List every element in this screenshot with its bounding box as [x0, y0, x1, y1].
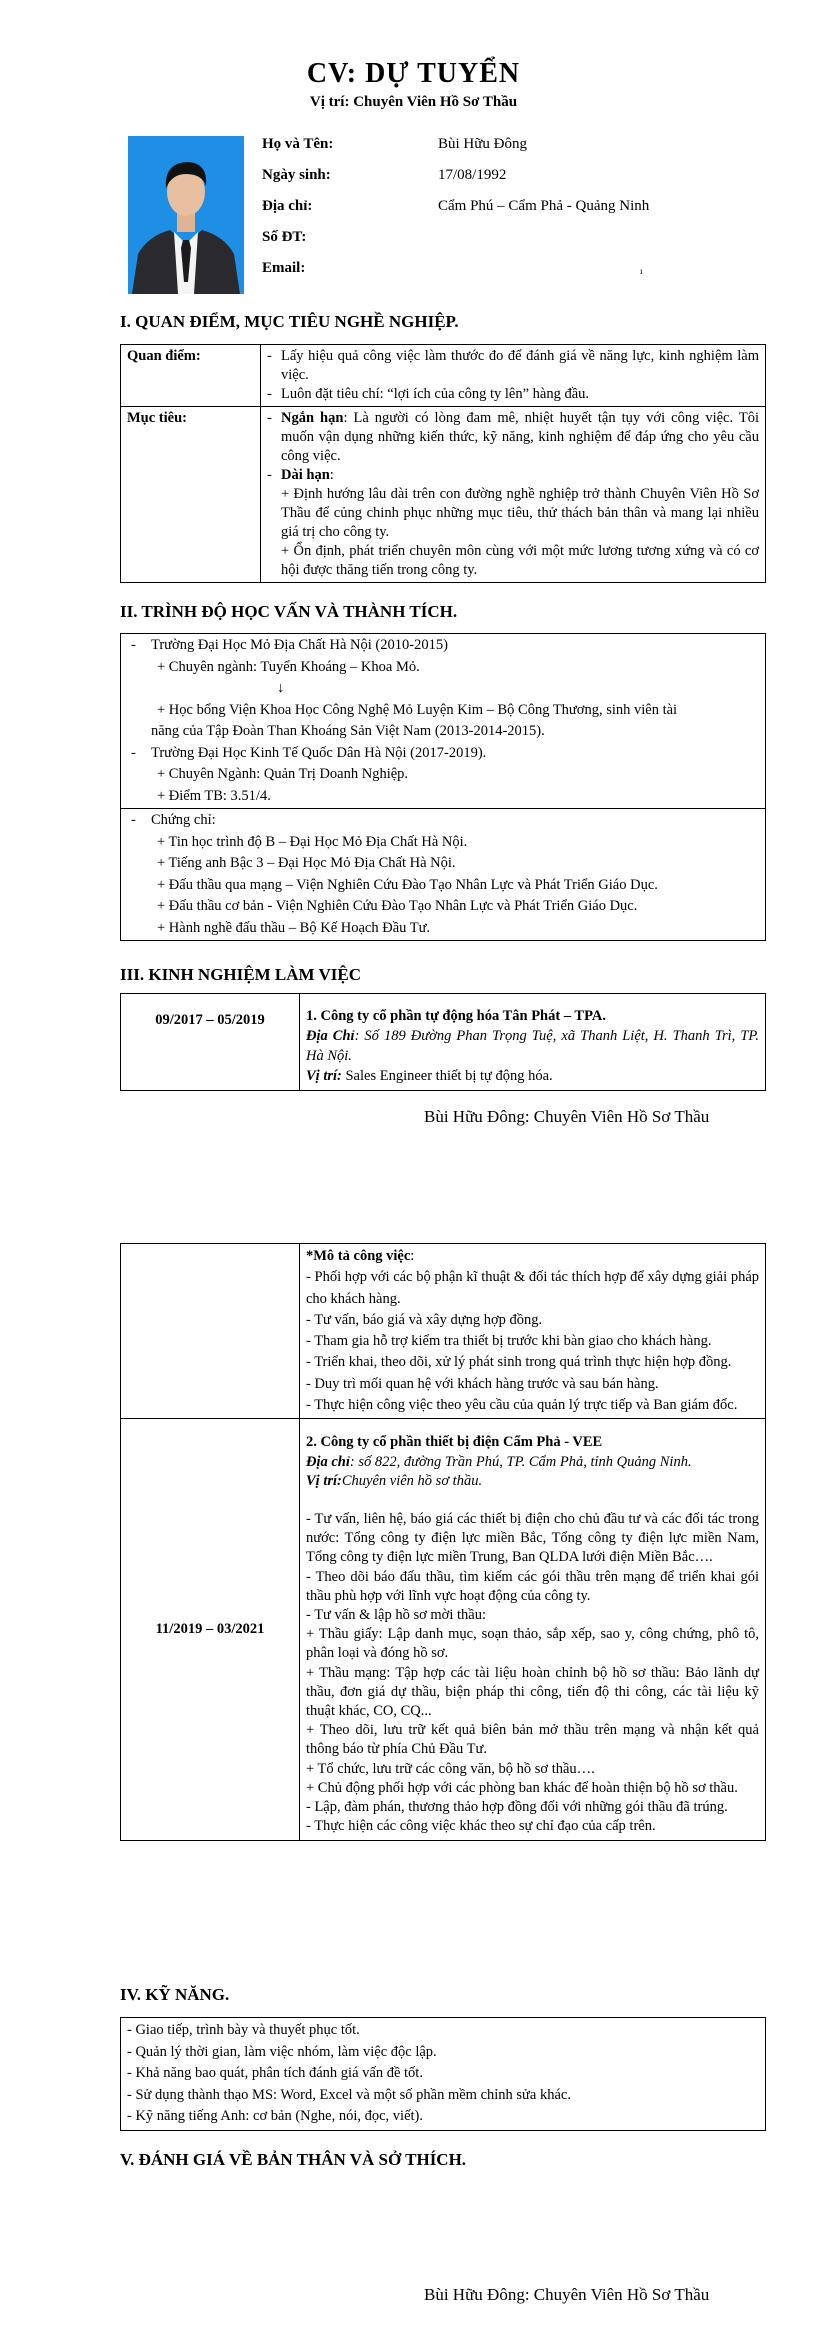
- job2-address: : số 822, đường Trần Phú, TP. Cẩm Phả, tỉnh Quảng Ninh.: [349, 1453, 692, 1470]
- list-item: - Tư vấn, báo giá và xây dựng hợp đồng.: [306, 1311, 543, 1328]
- list-item: - Triển khai, theo dõi, xử lý phát sinh trong quá trình thực hiện hợp đồng.: [306, 1354, 732, 1371]
- list-item: năng của Tập Đoàn Than Khoáng Sản Việt Nam (2013-2014-2015).: [151, 723, 545, 739]
- section-heading-self-assessment: V. ĐÁNH GIÁ VỀ BẢN THÂN VÀ SỞ THÍCH.: [120, 2150, 467, 2169]
- table-row: [121, 994, 766, 1091]
- list-item: + Tiếng anh Bậc 3 – Đại Học Mỏ Địa Chất Hà Nội.: [157, 855, 456, 871]
- view-content: - Lấy hiệu quả công việc làm thước đo để đánh giá về năng lực, kinh nghiệm làm việc. - Luôn đặt tiêu chí: “lợi ích của công ty lên” hàng đầu.: [261, 345, 766, 407]
- list-item: - Khả năng bao quát, phân tích đánh giá vấn đề tốt.: [127, 2065, 423, 2081]
- skills-table: [120, 2017, 766, 2131]
- job1-role: Sales Engineer thiết bị tự động hóa.: [341, 1068, 553, 1084]
- job2-date: 11/2019 – 03/2021: [121, 1419, 300, 1841]
- job1-date: 09/2017 – 05/2019: [121, 994, 300, 1091]
- dob-label: Ngày sinh:: [262, 167, 331, 183]
- education-cell: - Trường Đại Học Mỏ Địa Chất Hà Nội (2010-2015) + Chuyên ngành: Tuyển Khoáng – Khoa Mỏ. ↓ + Học bổng Viện Khoa Học Công Nghệ Mỏ Luyện Kim – Bộ Công Thương, sinh viên tài năng của Tập Đoàn Than Khoáng Sản Việt Nam (2013-2014-2015). - Trường Đại Học Kinh Tế Quốc Dân Hà Nội (2017-2019). + Chuyên Ngành: Quản Trị Doanh Nghiệp. + Điểm TB: 3.51/4.: [121, 634, 766, 809]
- experience-table-part2: [120, 1243, 766, 1841]
- objective-table: [120, 344, 766, 583]
- name-value: Bùi Hữu Đông: [438, 136, 527, 152]
- page-footer: Bùi Hữu Đông: Chuyên Viên Hồ Sơ Thầu: [424, 1107, 710, 1126]
- table-row: [121, 809, 766, 941]
- stray-mark: ı: [640, 266, 643, 276]
- email-label: Email:: [262, 260, 306, 276]
- table-row: [121, 345, 766, 407]
- job2-details: [300, 1419, 766, 1841]
- view-item: Luôn đặt tiêu chí: “lợi ích của công ty lên” hàng đầu.: [281, 386, 590, 402]
- list-item: - Lập, đàm phán, thương thảo hợp đồng đối với những gói thầu đã trúng.: [306, 1799, 728, 1816]
- section-heading-skills: IV. KỸ NĂNG.: [120, 1985, 230, 2004]
- job1-address-label: Địa Chỉ: [306, 1028, 355, 1044]
- long-term-label: Dài hạn: [281, 467, 330, 483]
- education-table: [120, 633, 766, 941]
- short-term-text: : Là người có lòng đam mê, nhiệt huyết tận tụy với công việc. Tôi muốn vận dụng những kiến thức, kỹ năng, kinh nghiệm để đáp ứng cho yêu cầu công việc.: [281, 410, 759, 464]
- table-row: [121, 2018, 766, 2131]
- table-row: [121, 407, 766, 583]
- dob-value: 17/08/1992: [438, 167, 507, 183]
- list-item: - Giao tiếp, trình bày và thuyết phục tốt.: [127, 2022, 360, 2038]
- job1-date-continued: [121, 1244, 300, 1419]
- list-item: - Duy trì mối quan hệ với khách hàng trước và sau bán hàng.: [306, 1375, 659, 1392]
- table-row: [121, 1244, 766, 1419]
- list-item: + Tổ chức, lưu trữ các công văn, bộ hồ sơ thầu….: [306, 1760, 595, 1777]
- goal-label: Mục tiêu:: [121, 407, 261, 583]
- list-item: - Kỹ năng tiếng Anh: cơ bản (Nghe, nói, đọc, viết).: [127, 2108, 423, 2124]
- list-item: + Theo dõi, lưu trữ kết quả biên bản mở thầu trên mạng và nhận kết quả thông báo từ phía Chủ Đầu Tư.: [306, 1722, 759, 1758]
- profile-photo: [128, 136, 244, 294]
- university-1: Trường Đại Học Mỏ Địa Chất Hà Nội (2010-2015): [151, 637, 448, 653]
- job1-address: : Số 189 Đường Phan Trọng Tuệ, xã Thanh Liệt, H. Thanh Trì, TP. Hà Nội.: [306, 1028, 759, 1064]
- job1-role-label: Vị trí:: [306, 1068, 342, 1084]
- list-item: + Chủ động phối hợp với các phòng ban khác để hoàn thiện bộ hồ sơ thầu.: [306, 1779, 738, 1796]
- job2-company: 2. Công ty cổ phần thiết bị điện Cẩm Phả - VEE: [306, 1434, 603, 1451]
- list-item: + Đấu thầu cơ bản - Viện Nghiên Cứu Đào Tạo Nhân Lực và Phát Triển Giáo Dục.: [157, 898, 638, 914]
- section-heading-experience: III. KINH NGHIỆM LÀM VIỆC: [120, 965, 362, 984]
- certificate-cell: - Chứng chỉ: + Tin học trình độ B – Đại Học Mỏ Địa Chất Hà Nội. + Tiếng anh Bậc 3 – Đại Học Mỏ Địa Chất Hà Nội. + Đấu thầu qua mạng – Viện Nghiên Cứu Đào Tạo Nhân Lực và Phát Triển Giáo Dục. + Đấu thầu cơ bản - Viện Nghiên Cứu Đào Tạo Nhân Lực và Phát Triển Giáo Dục. + Hành nghề đấu thầu – Bộ Kế Hoạch Đầu Tư.: [121, 809, 766, 941]
- address-label: Địa chỉ:: [262, 198, 313, 214]
- list-item: + Chuyên ngành: Tuyển Khoáng – Khoa Mỏ.: [157, 658, 420, 675]
- list-item: + Thầu giấy: Lập danh mục, soạn thảo, sắp xếp, sao y, công chứng, phô tô, phân loại và đóng hồ sơ.: [306, 1626, 759, 1662]
- list-item: - Phối hợp với các bộ phận kĩ thuật & đối tác thích hợp để xây dựng giải pháp cho khách hàng.: [306, 1269, 759, 1307]
- list-item: + Thầu mạng: Tập hợp các tài liệu hoàn chỉnh bộ hồ sơ thầu: Bảo lãnh dự thầu, đơn giá dự thầu, biện pháp thi công, tiến độ thi công, các tài liệu kỹ thuật khác, CO, CQ...: [306, 1664, 759, 1720]
- list-item: - Tham gia hỗ trợ kiểm tra thiết bị trước khi bàn giao cho khách hàng.: [306, 1333, 712, 1350]
- list-item: - Tư vấn & lập hồ sơ mời thầu:: [306, 1607, 486, 1623]
- list-item: + Tin học trình độ B – Đại Học Mỏ Địa Chất Hà Nội.: [157, 833, 468, 850]
- table-row: [121, 634, 766, 809]
- long-term-item: + Ổn định, phát triển chuyên môn cùng với một mức lương tương xứng và có cơ hội được thăng tiến trong công ty.: [281, 543, 759, 578]
- page-footer: Bùi Hữu Đông: Chuyên Viên Hồ Sơ Thầu: [424, 2285, 710, 2304]
- job1-details: [300, 994, 766, 1091]
- section-heading-education: II. TRÌNH ĐỘ HỌC VẤN VÀ THÀNH TÍCH.: [120, 602, 458, 621]
- job1-desc-label: *Mô tả công việc: [306, 1248, 411, 1264]
- list-item: + Hành nghề đấu thầu – Bộ Kế Hoạch Đầu Tư.: [157, 919, 431, 936]
- experience-table-part1: [120, 993, 766, 1091]
- view-label: Quan điểm:: [121, 345, 261, 407]
- long-term-item: + Định hướng lâu dài trên con đường nghề nghiệp trở thành Chuyên Viên Hồ Sơ Thầu để củng chinh phục những mục tiêu, thử thách bản thân và mang lại nhiều giá trị cho công ty.: [281, 486, 759, 540]
- cv-title: CV: DỰ TUYỂN: [306, 58, 521, 89]
- list-item: + Đấu thầu qua mạng – Viện Nghiên Cứu Đào Tạo Nhân Lực và Phát Triển Giáo Dục.: [157, 876, 658, 893]
- section-heading-objective: I. QUAN ĐIỂM, MỤC TIÊU NGHỀ NGHIỆP.: [120, 312, 459, 331]
- name-label: Họ và Tên:: [262, 136, 334, 152]
- table-row: [121, 1419, 766, 1841]
- list-item: - Thực hiện các công việc khác theo sự chỉ đạo của cấp trên.: [306, 1818, 656, 1835]
- short-term-label: Ngắn hạn: [281, 410, 344, 426]
- list-item: - Sử dụng thành thạo MS: Word, Excel và một số phần mềm chỉnh sửa khác.: [127, 2086, 571, 2103]
- arrow-down-icon: ↓: [277, 680, 285, 696]
- job2-role-label: Vị trí:: [306, 1472, 342, 1489]
- list-item: + Điểm TB: 3.51/4.: [157, 787, 271, 804]
- view-item: Lấy hiệu quả công việc làm thước đo để đánh giá về năng lực, kinh nghiệm làm việc.: [281, 348, 759, 383]
- university-2: Trường Đại Học Kinh Tế Quốc Dân Hà Nội (2017-2019).: [151, 744, 487, 761]
- job1-company: 1. Công ty cổ phần tự động hóa Tân Phát – TPA.: [306, 1008, 606, 1024]
- job2-address-label: Địa chỉ: [306, 1453, 350, 1470]
- address-value: Cẩm Phú – Cẩm Phả - Quảng Ninh: [438, 198, 650, 214]
- list-item: - Theo dõi báo đấu thầu, tìm kiếm các gói thầu trên mạng để triển khai gói thầu phù hợp với lĩnh vực hoạt động của công ty.: [306, 1568, 759, 1604]
- list-item: - Tư vấn, liên hệ, báo giá các thiết bị điện cho chủ đầu tư và các đối tác trong nước: Tổng công ty điện lực miền Bắc, Tổng công ty điện lực miền Nam, Tổng công ty điện lực miền Trung, Ban QLDA lưới điện Miền Bắc….: [306, 1510, 759, 1566]
- cv-position: Vị trí: Chuyên Viên Hồ Sơ Thầu: [309, 94, 518, 110]
- job1-description: *Mô tả công việc: - Phối hợp với các bộ phận kĩ thuật & đối tác thích hợp để xây dựng giải pháp cho khách hàng. - Tư vấn, báo giá và xây dựng hợp đồng. - Tham gia hỗ trợ kiểm tra thiết bị trước khi bàn giao cho khách hàng. - Triển khai, theo dõi, xử lý phát sinh trong quá trình thực hiện hợp đồng. - Duy trì mối quan hệ với khách hàng trước và sau bán hàng. - Thực hiện công việc theo yêu cầu của quản lý trực tiếp và Ban giám đốc.: [300, 1244, 766, 1419]
- phone-label: Số ĐT:: [262, 229, 307, 245]
- skills-cell: [121, 2018, 766, 2131]
- list-item: - Quản lý thời gian, làm việc nhóm, làm việc độc lập.: [127, 2043, 437, 2060]
- list-item: - Thực hiện công việc theo yêu cầu của quản lý trực tiếp và Ban giám đốc.: [306, 1397, 738, 1414]
- list-item: + Chuyên Ngành: Quản Trị Doanh Nghiệp.: [157, 766, 409, 782]
- goal-content: - Ngắn hạn: Là người có lòng đam mê, nhiệt huyết tận tụy với công việc. Tôi muốn vận dụng những kiến thức, kỹ năng, kinh nghiệm để đáp ứng cho yêu cầu công việc. - Dài hạn: + Định hướng lâu dài trên con đường nghề nghiệp trở thành Chuyên Viên Hồ Sơ Thầu để củng chinh phục những mục tiêu, thử thách bản thân và mang lại nhiều giá trị cho công ty. + Ổn định, phát triển chuyên môn cùng với một mức lương tương xứng và có cơ hội được thăng tiến trong công ty.: [261, 407, 766, 583]
- job2-role: Chuyên viên hồ sơ thầu.: [341, 1472, 483, 1489]
- list-item: + Học bổng Viện Khoa Học Công Nghệ Mỏ Luyện Kim – Bộ Công Thương, sinh viên tài: [157, 701, 678, 718]
- certificate-title: Chứng chỉ:: [151, 812, 216, 828]
- person-icon: [128, 136, 244, 294]
